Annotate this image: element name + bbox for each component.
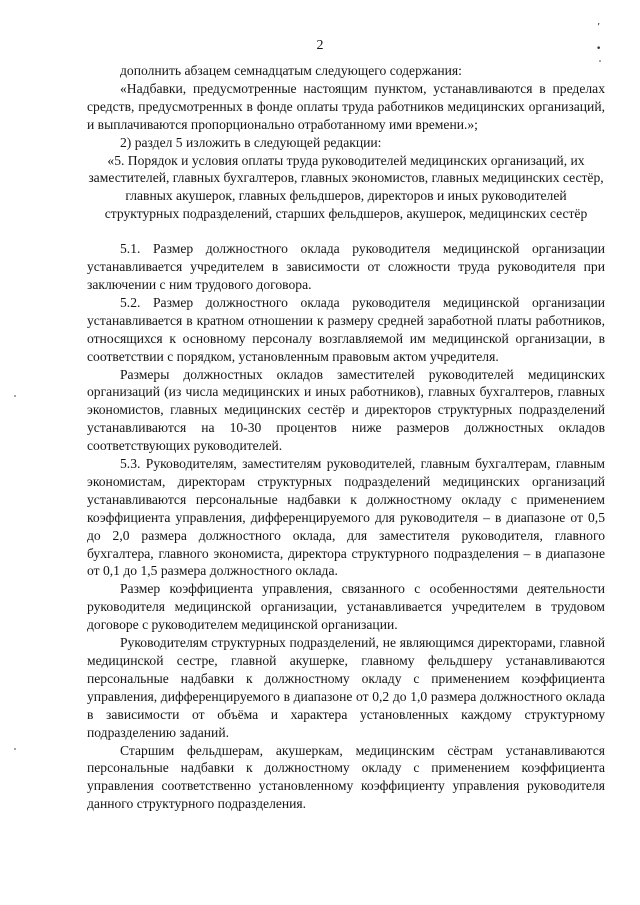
paragraph: Руководителям структурных подразделений, не являющимся директорами, главной медицинской сестре, главной акушерке, главному фельдшеру устанавливаются персональные надбавки к должностному окладу с применением коэффициента управления, дифференцируемого в диапазоне от 0,2 до 1,0 размера должностного оклада в зависимости от объёма и характера установленных каждому структурному подразделению заданий. [87,635,605,740]
paragraph: Размеры должностных окладов заместителей руководителей медицинских организаций (из числа медицинских и иных работников), главных бухгалтеров, главных экономистов, главных медицинских сестёр и директоров структурных подразделений устанавливаются на 10-30 процентов ниже размеров должностных окладов соответствующих руководителей. [87,366,605,454]
spacer [87,223,605,240]
paragraph: 2) раздел 5 изложить в следующей редакции: [120,134,382,150]
page-number: 2 [316,38,324,53]
scan-speck [14,748,16,750]
document-body [87,62,605,813]
scan-speck [14,395,16,397]
paragraph: 5.3. Руководителям, заместителям руководителей, главным бухгалтерам, главным экономистам, директорам структурных подразделений медицинских организаций устанавливаются персональные надбавки к должностному окладу с применением коэффициента управления, дифференцируемого для руководителя – в диапазоне от 0,5 до 2,0 размера должностного оклада, для заместителя руководителя, главного бухгалтера, главного экономиста, директора структурного подразделения – в диапазоне от 0,1 до 1,5 размера должностного оклада. [87,456,605,579]
scan-mark: ’ [597,22,601,33]
paragraph: 5.2. Размер должностного оклада руководителя медицинской организации устанавливается в кратном отношении к размеру средней заработной платы работников, относящихся к основному персоналу возглавляемой им медицинской организации, в соответствии с порядком, установленным правовым актом учредителя. [87,294,605,364]
scan-mark: • [596,44,602,54]
paragraph: дополнить абзацем семнадцатым следующего содержания: [120,63,462,78]
paragraph: Старшим фельдшерам, акушеркам, медицинским сёстрам устанавливаются персональные надбавки к должностному окладу с применением коэффициента управления соответственно установленному коэффициенту управления руководителя данного структурного подразделения. [87,742,605,812]
paragraph: Размер коэффициента управления, связанного с особенностями деятельности руководителя медицинской организации, устанавливается учредителем в трудовом договоре с руководителем медицинской организации. [87,581,605,633]
section-heading: «5. Порядок и условия оплаты труда руководителей медицинских организаций, их заместителей, главных бухгалтеров, главных экономистов, главных медицинских сестёр, главных акушерок, главных фельдшеров, директоров и иных руководителей структурных подразделений, старших фельдшеров, акушерок, медицинских сестёр [88,152,604,222]
paragraph: 5.1. Размер должностного оклада руководителя медицинской организации устанавливается учредителем в зависимости от сложности труда руководителя при заключении с ним трудового договора. [87,241,605,292]
paragraph: «Надбавки, предусмотренные настоящим пунктом, устанавливаются в пределах средств, предусмотренных в фонде оплаты труда работников медицинских организаций, и выплачиваются пропорционально отработанному ими времени.»; [87,80,605,132]
